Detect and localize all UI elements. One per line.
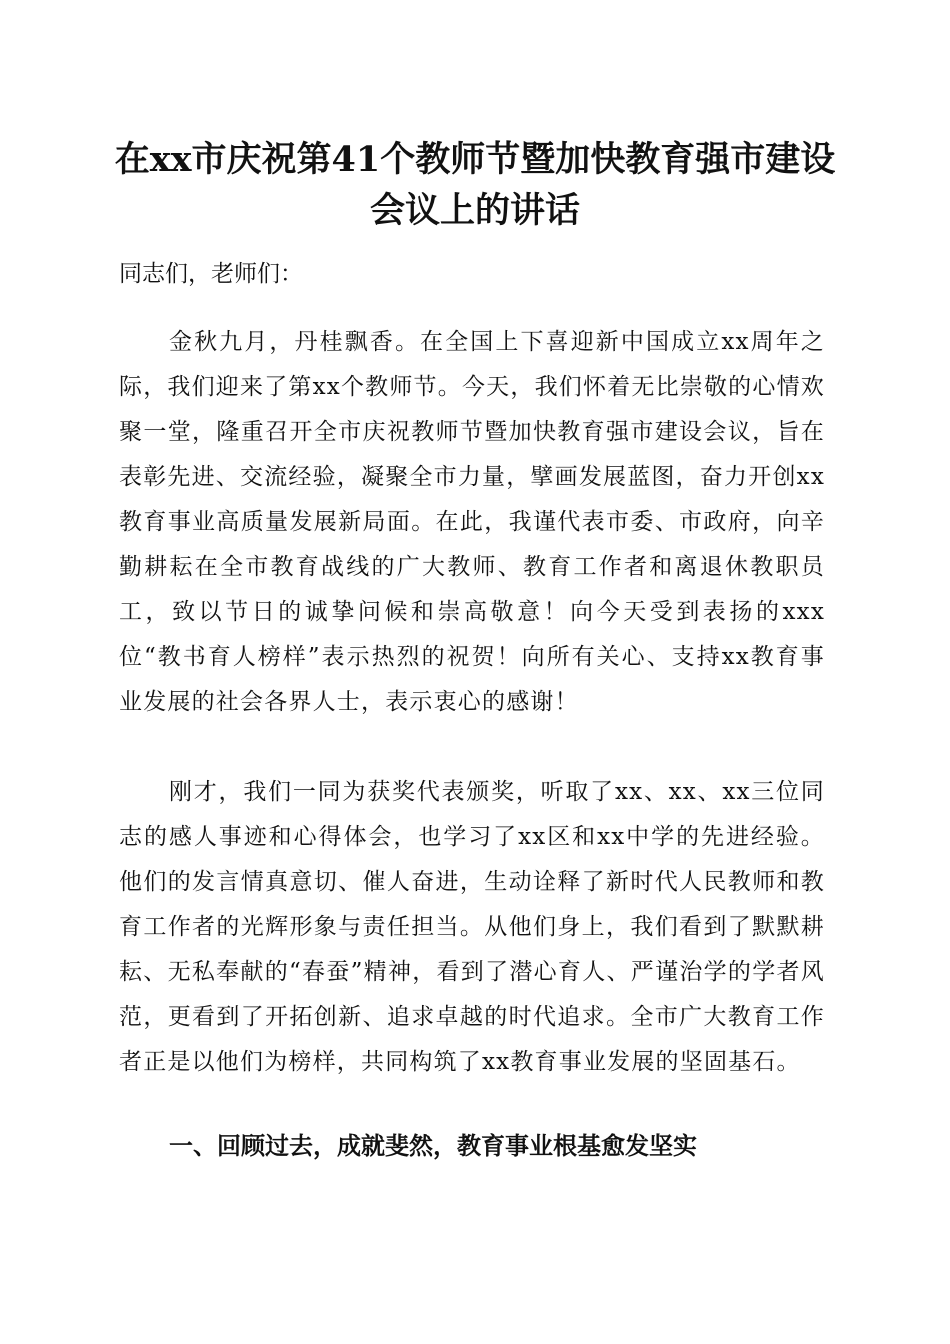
document-title: 在xx市庆祝第41个教师节暨加快教育强市建设会议上的讲话 [114,139,836,231]
section-heading: 一、回顾过去，成就斐然，教育事业根基愈发坚实 [169,1132,697,1160]
paragraph-award-review: 刚才，我们一同为获奖代表颁奖，听取了xx、xx、xx三位同志的感人事迹和心得体会，也学习了xx区和xx中学的先进经验。他们的发言情真意切、催人奋进，生动诠释了新时代人民教师和教育工作者的光辉形象与责任担当。从他们身上，我们看到了默默耕耘、无私奉献的“春蚕”精神，看到了潜心育人、严谨治学的学者风范，更看到了开拓创新、追求卓越的时代追求。全市广大教育工作者正是以他们为榜样，共同构筑了xx教育事业发展的坚固基石。 [119,779,825,1075]
paragraph-opening: 金秋九月，丹桂飘香。在全国上下喜迎新中国成立xx周年之际，我们迎来了第xx个教师节。今天，我们怀着无比崇敬的心情欢聚一堂，隆重召开全市庆祝教师节暨加快教育强市建设会议，旨在表彰先进、交流经验，凝聚全市力量，擘画发展蓝图，奋力开创xx教育事业高质量发展新局面。在此，我谨代表市委、市政府，向辛勤耕耘在全市教育战线的广大教师、教育工作者和离退休教职员工，致以节日的诚挚问候和崇高敬意！向今天受到表扬的xxx位“教书育人榜样”表示热烈的祝贺！向所有关心、支持xx教育事业发展的社会各界人士，表示衷心的感谢！ [119,329,825,715]
salutation: 同志们，老师们： [119,261,303,287]
